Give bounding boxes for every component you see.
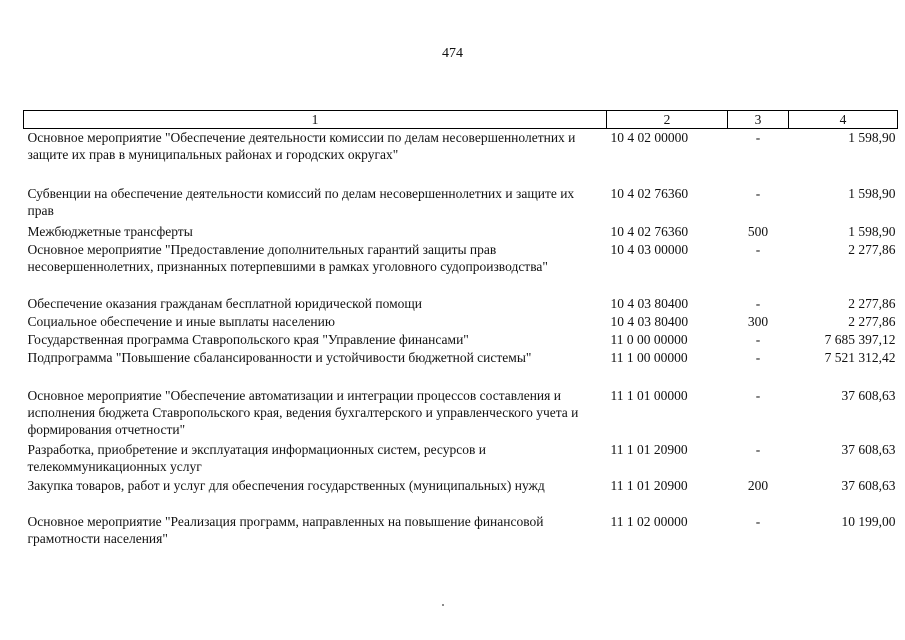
column-header-4: 4 bbox=[789, 111, 898, 129]
row-code: 10 4 03 80400 bbox=[610, 313, 689, 329]
row-expense-type: - bbox=[755, 241, 761, 257]
row-name: Разработка, приобретение и эксплуатация информационных систем, ресурсов и телекоммуникационных услуг bbox=[27, 441, 486, 474]
table-row bbox=[24, 295, 898, 313]
table-row bbox=[24, 513, 898, 549]
table-row bbox=[24, 441, 898, 477]
table-row bbox=[24, 129, 898, 185]
column-header-3: 3 bbox=[728, 111, 789, 129]
table-row bbox=[24, 331, 898, 349]
row-code: 10 4 02 00000 bbox=[610, 130, 689, 145]
table-row bbox=[24, 185, 898, 223]
row-expense-type: - bbox=[755, 130, 761, 145]
row-code: 10 4 02 76360 bbox=[610, 223, 689, 239]
table-row bbox=[24, 313, 898, 331]
table-row bbox=[24, 477, 898, 513]
row-code: 10 4 03 80400 bbox=[610, 295, 689, 311]
page-number: 474 bbox=[442, 46, 463, 61]
row-name: Обеспечение оказания гражданам бесплатной юридической помощи bbox=[27, 295, 422, 311]
row-code: 11 1 01 20900 bbox=[610, 477, 688, 493]
row-expense-type: - bbox=[755, 349, 761, 365]
row-expense-type: - bbox=[755, 513, 761, 529]
row-amount: 1 598,90 bbox=[848, 185, 896, 201]
row-expense-type: 200 bbox=[747, 477, 769, 493]
row-name: Основное мероприятие "Обеспечение деятельности комиссии по делам несовершеннолетних и защите их прав в муниципальных районах и городских округах" bbox=[27, 130, 576, 162]
row-expense-type: - bbox=[755, 441, 761, 457]
column-header-1: 1 bbox=[24, 111, 607, 129]
column-header-2: 2 bbox=[607, 111, 728, 129]
row-name: Основное мероприятие "Предоставление дополнительных гарантий защиты прав несовершеннолетних, признанных потерпевшими в рамках уголовного судопроизводства" bbox=[27, 241, 548, 274]
row-amount: 37 608,63 bbox=[841, 441, 896, 457]
table-row bbox=[24, 349, 898, 387]
row-name: Закупка товаров, работ и услуг для обеспечения государственных (муниципальных) нужд bbox=[27, 477, 545, 493]
row-code: 11 1 02 00000 bbox=[610, 513, 688, 529]
row-amount: 37 608,63 bbox=[841, 477, 896, 493]
row-amount: 7 521 312,42 bbox=[824, 349, 896, 365]
row-expense-type: 500 bbox=[747, 223, 769, 239]
row-expense-type: - bbox=[755, 331, 761, 347]
row-name: Субвенции на обеспечение деятельности комиссий по делам несовершеннолетних и защите их прав bbox=[27, 185, 575, 218]
row-code: 10 4 02 76360 bbox=[610, 185, 689, 201]
table-header-row bbox=[24, 111, 898, 129]
row-code: 11 1 01 00000 bbox=[610, 387, 688, 403]
row-expense-type: - bbox=[755, 387, 761, 403]
row-expense-type: 300 bbox=[747, 313, 769, 329]
row-name: Основное мероприятие "Обеспечение автоматизации и интеграции процессов составления и исполнения бюджета Ставропольского края, ведения бухгалтерского и управленческого учета и формирования отчетности" bbox=[27, 387, 579, 437]
row-expense-type: - bbox=[755, 295, 761, 311]
table-row bbox=[24, 241, 898, 295]
row-amount: 2 277,86 bbox=[848, 241, 896, 257]
row-name: Подпрограмма "Повышение сбалансированности и устойчивости бюджетной системы" bbox=[27, 349, 532, 365]
row-amount: 1 598,90 bbox=[848, 130, 896, 145]
row-amount: 37 608,63 bbox=[841, 387, 896, 403]
table-row bbox=[24, 223, 898, 241]
scan-dot bbox=[442, 604, 444, 606]
row-amount: 2 277,86 bbox=[848, 295, 896, 311]
row-name: Межбюджетные трансферты bbox=[27, 223, 193, 239]
row-amount: 10 199,00 bbox=[841, 513, 896, 529]
budget-table bbox=[23, 110, 898, 549]
row-amount: 1 598,90 bbox=[848, 223, 896, 239]
row-code: 10 4 03 00000 bbox=[610, 241, 689, 257]
row-amount: 2 277,86 bbox=[848, 313, 896, 329]
row-name: Основное мероприятие "Реализация программ, направленных на повышение финансовой грамотности населения" bbox=[27, 513, 544, 546]
table-row bbox=[24, 387, 898, 441]
row-amount: 7 685 397,12 bbox=[824, 331, 896, 347]
row-name: Социальное обеспечение и иные выплаты населению bbox=[27, 313, 335, 329]
row-code: 11 0 00 00000 bbox=[610, 331, 688, 347]
row-name: Государственная программа Ставропольского края "Управление финансами" bbox=[27, 331, 469, 347]
row-code: 11 1 01 20900 bbox=[610, 441, 688, 457]
row-code: 11 1 00 00000 bbox=[610, 349, 688, 365]
row-expense-type: - bbox=[755, 185, 761, 201]
